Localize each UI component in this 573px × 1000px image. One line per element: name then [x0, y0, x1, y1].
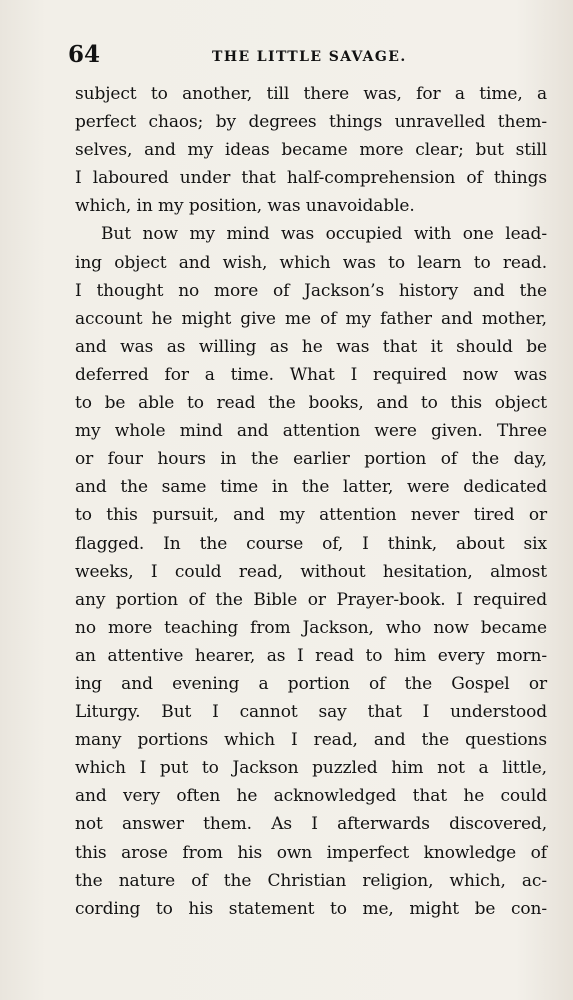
text-line: no more teaching from Jackson, who now became — [75, 617, 547, 638]
text-line: I laboured under that half-comprehension of things — [75, 168, 547, 189]
text-line: my whole mind and attention were given. Three — [75, 421, 547, 442]
text-line: cording to his statement to me, might be con- — [75, 898, 547, 919]
text-line: ing object and wish, which was to learn to read. — [75, 252, 547, 273]
text-line: ing and evening a portion of the Gospel or — [75, 673, 547, 694]
text-line: not answer them. As I afterwards discovered, — [75, 814, 547, 835]
text-line: which I put to Jackson puzzled him not a little, — [75, 758, 547, 779]
text-line: subject to another, till there was, for a time, a — [75, 84, 547, 104]
text-line: I thought no more of Jackson’s history and the — [75, 280, 547, 301]
text-line: deferred for a time. What I required now was — [75, 364, 547, 385]
page-number: 64 — [68, 41, 101, 68]
running-title: THE LITTLE SAVAGE. — [212, 49, 407, 65]
text-line: an attentive hearer, as I read to him every morn- — [75, 645, 547, 666]
text-line: any portion of the Bible or Prayer-book. I required — [75, 589, 547, 610]
text-line: But now my mind was occupied with one lead- — [101, 224, 547, 245]
body-text — [75, 80, 547, 923]
text-line: this arose from his own imperfect knowledge of — [75, 842, 547, 863]
text-line: the nature of the Christian religion, which, ac- — [75, 870, 547, 891]
text-line: to this pursuit, and my attention never tired or — [75, 505, 547, 526]
text-line: and was as willing as he was that it should be — [75, 336, 547, 357]
text-line: account he might give me of my father and mother, — [75, 308, 547, 329]
text-line: selves, and my ideas became more clear; but still — [75, 140, 547, 161]
text-line: and the same time in the latter, were dedicated — [75, 477, 547, 498]
text-line: weeks, I could read, without hesitation, almost — [75, 561, 547, 582]
text-line: flagged. In the course of, I think, about six — [75, 533, 547, 554]
text-line: perfect chaos; by degrees things unravelled them- — [75, 112, 547, 133]
text-line: which, in my position, was unavoidable. — [75, 196, 415, 217]
text-line: many portions which I read, and the questions — [75, 730, 547, 751]
text-line: to be able to read the books, and to this object — [75, 393, 547, 414]
text-line: and very often he acknowledged that he could — [75, 786, 547, 807]
text-line: or four hours in the earlier portion of the day, — [75, 449, 547, 470]
text-line: Liturgy. But I cannot say that I understood — [75, 702, 547, 723]
